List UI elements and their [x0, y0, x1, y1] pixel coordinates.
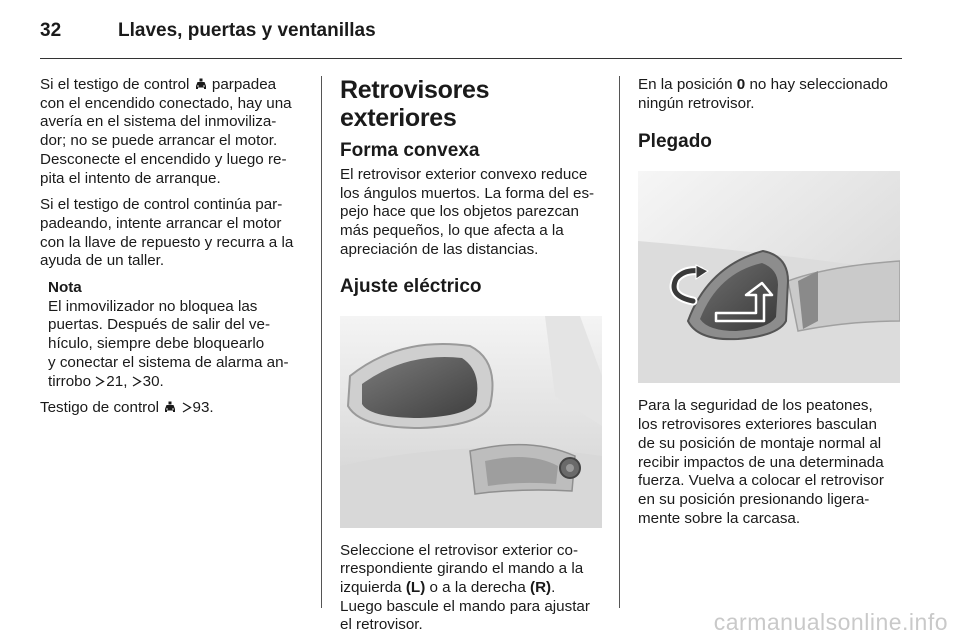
- paragraph-folding: Para la seguridad de los peatones, los retrovisores exteriores basculan de su posición de montaje normal al recibir impactos de una determinada fuerza. Vuelva a colocar el retrovisor en su posición presionando ligera- mente sobre la carcasa.: [638, 397, 884, 527]
- cross-reference-arrow-icon: [95, 376, 105, 387]
- subsection-electric-adjust: Ajuste eléctrico: [340, 275, 482, 297]
- section-title: Retrovisores exteriores: [340, 76, 490, 132]
- column-middle: [340, 76, 602, 643]
- watermark-text: carmanualsonline.info: [713, 609, 948, 635]
- immobilizer-car-key-icon: [194, 78, 208, 91]
- paragraph-electric-adjust: Seleccione el retrovisor exterior co- rrespondiente girando el mando a la izquierda (L) o a la derecha (R). Luego bascule el mando para ajustar el retrovisor.: [340, 541, 590, 634]
- cross-reference-link[interactable]: 30.: [142, 372, 164, 390]
- mirror-adjust-illustration: [340, 316, 602, 528]
- cross-reference-arrow-icon: [132, 376, 142, 387]
- note-title: Nota: [48, 279, 82, 297]
- paragraph-warning-light-ref: Testigo de control 93.: [40, 399, 214, 417]
- subsection-convex: Forma convexa: [340, 140, 480, 161]
- column-divider: [321, 76, 322, 608]
- subsection-folding: Plegado: [638, 131, 712, 153]
- paragraph-keep-blinking: Si el testigo de control continúa par- padeando, intente arrancar el motor con la llave de repuesto y recurra a la ayuda de un taller.: [40, 196, 294, 270]
- column-left: [40, 76, 306, 426]
- header-rule: [40, 58, 902, 59]
- paragraph-convex: El retrovisor exterior convexo reduce los ángulos muertos. La forma del es- pejo hace que los objetos parezcan más pequeños, lo que afecta a la apreciación de las distancias.: [340, 166, 595, 258]
- immobilizer-car-key-icon: [163, 401, 177, 414]
- paragraph-immobilizer-blink: Si el testigo de control parpadea con el encendido conectado, hay una avería en el sistema del inmoviliza- dor; no se puede arrancar el motor. Desconecte el encendido y luego re- pita el intento de arranque.: [40, 76, 292, 187]
- chapter-title: Llaves, puertas y ventanillas: [118, 20, 376, 41]
- page-number: 32: [40, 20, 62, 41]
- note-box: Nota El inmovilizador no bloquea las puertas. Después de salir del ve- hículo, siempre debe bloquearlo y conectar el sistema de alarma an- tirrobo 21, 30.: [48, 279, 306, 391]
- page-header: [40, 14, 920, 54]
- cross-reference-link[interactable]: 93.: [192, 399, 214, 417]
- cross-reference-arrow-icon: [182, 402, 192, 413]
- column-divider: [619, 76, 620, 608]
- paragraph-position-zero: En la posición 0 no hay seleccionado ningún retrovisor.: [638, 76, 888, 112]
- cross-reference-link[interactable]: 21,: [106, 372, 128, 390]
- column-right: [638, 76, 904, 536]
- mirror-folding-illustration: [638, 171, 900, 383]
